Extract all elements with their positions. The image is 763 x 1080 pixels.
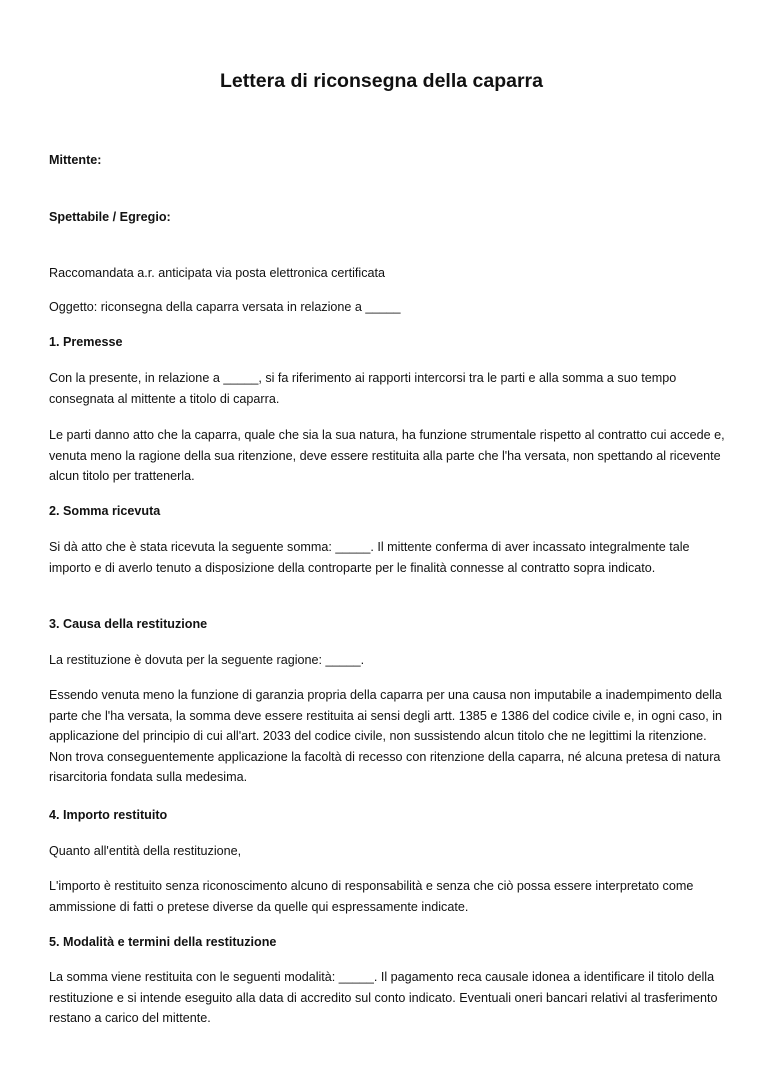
sender-label: Mittente: [49, 153, 102, 167]
section-heading: 5. Modalità e termini della restituzione [49, 935, 277, 949]
paragraph: Le parti danno atto che la caparra, quale che sia la sua natura, ha funzione strumentale rispetto al contratto cui accede e, venuta meno la ragione della sua ritenzione, deve essere restituita alla parte che l'ha versata, non spettando al ricevente alcun titolo per trattenerla. [49, 428, 725, 483]
paragraph: Con la presente, in relazione a _____, si fa riferimento ai rapporti intercorsi tra le parti e alla somma a suo tempo consegnata al mittente a titolo di caparra. [49, 371, 677, 406]
section-heading: 4. Importo restituito [49, 808, 168, 822]
section-heading: 1. Premesse [49, 335, 123, 349]
recipient-label: Spettabile / Egregio: [49, 210, 171, 224]
paragraph: La restituzione è dovuta per la seguente ragione: _____. [49, 653, 365, 667]
subject-line: Oggetto: riconsegna della caparra versata in relazione a _____ [49, 300, 401, 314]
paragraph: La somma viene restituita con le seguenti modalità: _____. Il pagamento reca causale idonea a identificare il titolo della restituzione e si intende eseguito alla data di accredito sul conto indicato. Eventuali oneri bancari relativi al trasferimento restano a carico del mittente. [49, 970, 718, 1025]
paragraph: Quanto all'entità della restituzione, [49, 844, 242, 858]
paragraph: Essendo venuta meno la funzione di garanzia propria della caparra per una causa non imputabile a inadempimento della parte che l'ha versata, la somma deve essere restituita ai sensi degli artt. 1385 e 1386 del codice civile e, in ogni caso, in applicazione del principio di cui all'art. 2033 del codice civile, non sussistendo alcun titolo che ne legittimi la ritenzione. Non trova conseguentemente applicazione la facoltà di recesso con ritenzione della caparra, né alcuna pretesa di natura risarcitoria fondata sulla medesima. [49, 688, 723, 784]
document-title: Lettera di riconsegna della caparra [220, 70, 543, 92]
paragraph: Si dà atto che è stata ricevuta la seguente somma: _____. Il mittente conferma di aver incassato integralmente tale importo e di averlo tenuto a disposizione della controparte per le finalità connesse al contratto sopra indicato. [49, 540, 690, 575]
paragraph: L'importo è restituito senza riconoscimento alcuno di responsabilità e senza che ciò possa essere interpretato come ammissione di fatti o pretese diverse da quelle qui espressamente indicate. [49, 879, 694, 914]
delivery-method: Raccomandata a.r. anticipata via posta elettronica certificata [49, 266, 386, 280]
section-heading: 2. Somma ricevuta [49, 504, 161, 518]
section-heading: 3. Causa della restituzione [49, 617, 208, 631]
